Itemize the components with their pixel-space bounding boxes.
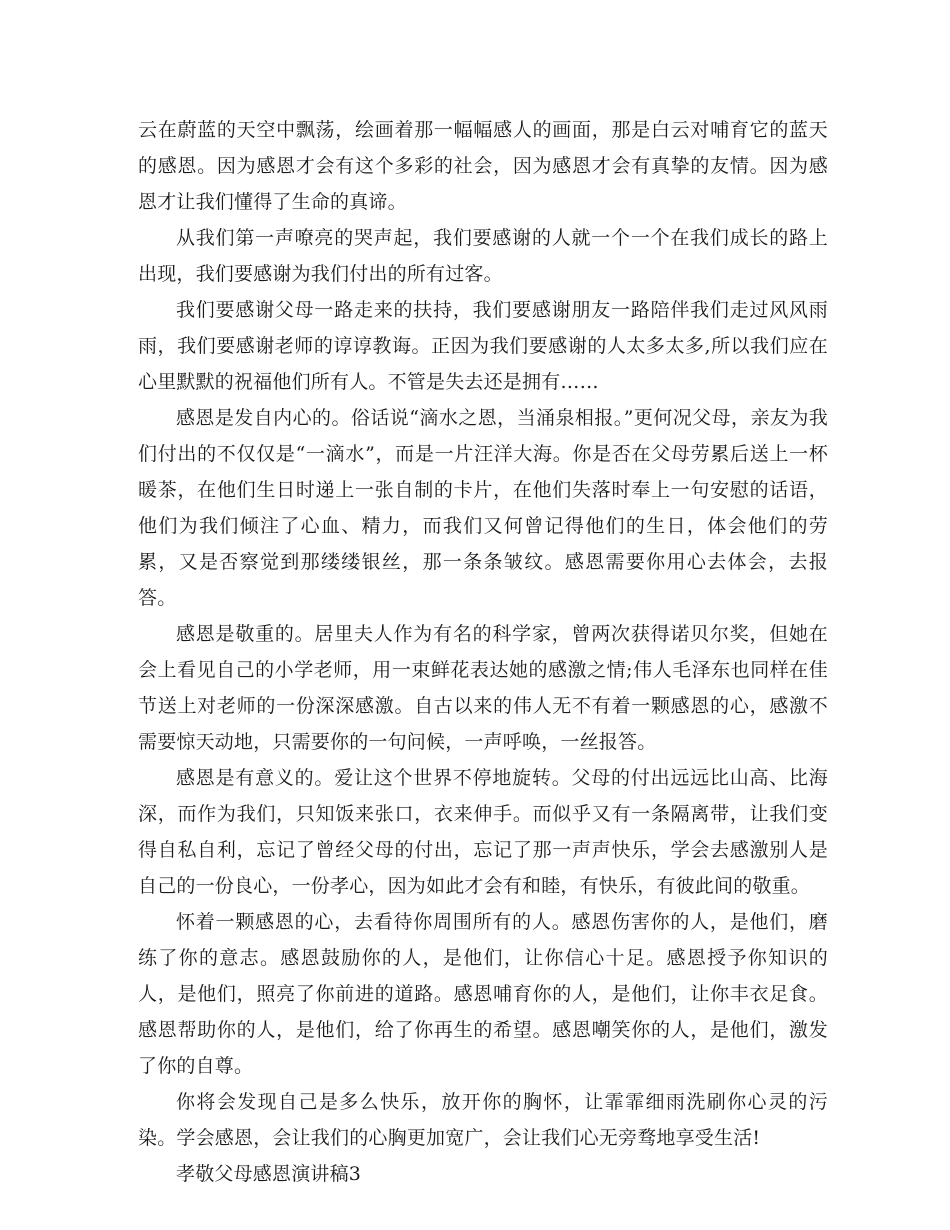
paragraph-7: 怀着一颗感恩的心，去看待你周围所有的人。感恩伤害你的人，是他们，磨练了你的意志。感恩鼓励你的人，是他们，让你信心十足。感恩授予你知识的人，是他们，照亮了你前进的道路。感恩哺育你的人，是他们，让你丰衣足食。感恩帮助你的人，是他们，给了你再生的希望。感恩嘲笑你的人，是他们，激发了你的自尊。 <box>138 911 828 1077</box>
paragraph-4: 感恩是发自内心的。俗话说“滴水之恩，当涌泉相报。”更何况父母，亲友为我们付出的不仅仅是“一滴水”，而是一片汪洋大海。你是否在父母劳累后送上一杯暖茶，在他们生日时递上一张自制的卡片，在他们失落时奉上一句安慰的话语，他们为我们倾注了心血、精力，而我们又何曾记得他们的生日，体会他们的劳累，又是否察觉到那缕缕银丝，那一条条皱纹。感恩需要你用心去体会，去报答。 <box>138 407 828 609</box>
paragraph-3: 我们要感谢父母一路走来的扶持，我们要感谢朋友一路陪伴我们走过风风雨雨，我们要感谢老师的谆谆教诲。正因为我们要感谢的人太多太多,所以我们应在心里默默的祝福他们所有人。不管是失去还是拥有…… <box>138 299 828 393</box>
paragraph-1: 云在蔚蓝的天空中飘荡，绘画着那一幅幅感人的画面，那是白云对哺育它的蓝天的感恩。因为感恩才会有这个多彩的社会，因为感恩才会有真挚的友情。因为感恩才让我们懂得了生命的真谛。 <box>138 119 828 213</box>
paragraph-2: 从我们第一声嘹亮的哭声起，我们要感谢的人就一个一个在我们成长的路上出现，我们要感谢为我们付出的所有过客。 <box>138 227 828 285</box>
paragraph-6: 感恩是有意义的。爱让这个世界不停地旋转。父母的付出远远比山高、比海深，而作为我们，只知饭来张口，衣来伸手。而似乎又有一条隔离带，让我们变得自私自利，忘记了曾经父母的付出，忘记了那一声声快乐，学会去感激别人是自己的一份良心，一份孝心，因为如此才会有和睦，有快乐，有彼此间的敬重。 <box>138 767 828 897</box>
paragraph-5: 感恩是敬重的。居里夫人作为有名的科学家，曾两次获得诺贝尔奖，但她在会上看见自己的小学老师，用一束鲜花表达她的感激之情;伟人毛泽东也同样在佳节送上对老师的一份深深感激。自古以来的伟人无不有着一颗感恩的心，感激不需要惊天动地，只需要你的一句问候，一声呼唤，一丝报答。 <box>138 623 828 753</box>
document-body <box>138 112 828 1192</box>
section-heading: 孝敬父母感恩演讲稿3 <box>176 1163 362 1185</box>
paragraph-8: 你将会发现自己是多么快乐，放开你的胸怀，让霏霏细雨洗刷你心灵的污染。学会感恩，会让我们的心胸更加宽广，会让我们心无旁骛地享受生活! <box>138 1091 828 1149</box>
